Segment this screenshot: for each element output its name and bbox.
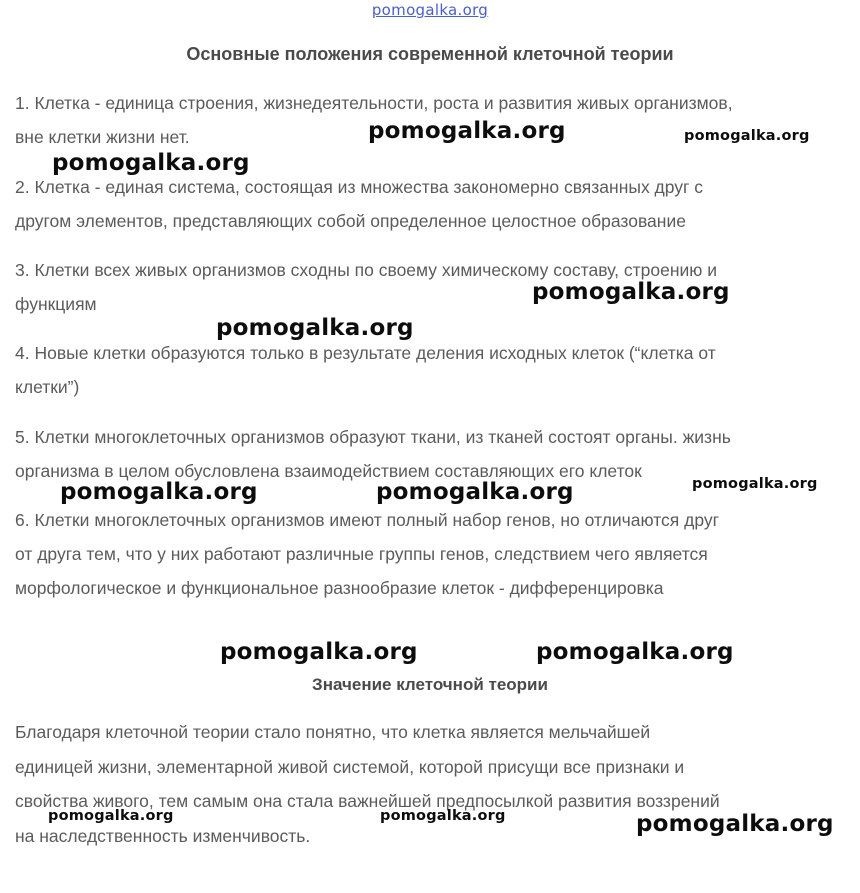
text-line: 3. Клетки всех живых организмов сходны по своему химическому составу, строению и: [15, 260, 718, 280]
text-line: 4. Новые клетки образуются только в результате деления исходных клеток (“клетка от: [15, 343, 716, 363]
theory-point-3: [15, 253, 860, 321]
text-line: 1. Клетка - единица строения, жизнедеятельности, роста и развития живых организмов,: [15, 93, 733, 113]
text-line: единицей жизни, элементарной живой системой, которой присущи все признаки и: [15, 756, 685, 777]
watermark: pomogalka.org: [220, 639, 418, 665]
watermark: pomogalka.org: [48, 808, 174, 824]
watermark: pomogalka.org: [60, 479, 258, 505]
theory-point-6: [15, 503, 860, 605]
text-line: 6. Клетки многоклеточных организмов имеют полный набор генов, но отличаются друг: [15, 510, 719, 530]
watermark: pomogalka.org: [216, 315, 414, 341]
text-line: Благодаря клеточной теории стало понятно, что клетка является мельчайшей: [15, 722, 651, 742]
text-line: клетки”): [15, 377, 80, 397]
theory-point-2: [15, 170, 860, 238]
watermark: pomogalka.org: [536, 639, 734, 665]
text-line: функциям: [15, 294, 97, 314]
site-link[interactable]: pomogalka.org: [371, 1, 489, 19]
watermark: pomogalka.org: [380, 808, 506, 824]
text-line: 5. Клетки многоклеточных организмов образуют ткани, из тканей состоят органы. жизнь: [15, 427, 731, 447]
watermark: pomogalka.org: [52, 150, 250, 176]
text-line: морфологическое и функциональное разнообразие клеток - дифференцировка: [15, 578, 664, 598]
text-line: вне клетки жизни нет.: [15, 127, 190, 147]
text-line: другом элементов, представляющих собой определенное целостное образование: [15, 211, 686, 231]
watermark: pomogalka.org: [684, 128, 810, 144]
text-line: от друга тем, что у них работают различные группы генов, следствием чего является: [15, 544, 708, 564]
watermark: pomogalka.org: [376, 479, 574, 505]
text-line: свойства живого, тем самым она стала важнейшей предпосылкой развития воззрений: [15, 791, 720, 811]
watermark: pomogalka.org: [636, 811, 834, 837]
watermark: pomogalka.org: [692, 476, 818, 492]
watermark: pomogalka.org: [368, 118, 566, 144]
text-line: на наследственность изменчивость.: [15, 825, 311, 846]
text-line: 2. Клетка - единая система, состоящая из множества закономерно связанных друг с: [15, 177, 704, 197]
theory-point-4: [15, 336, 860, 404]
section-title-main: Основные положения современной клеточной теории: [186, 44, 674, 64]
section-title-significance: Значение клеточной теории: [312, 675, 548, 694]
text-line: организма в целом обусловлена взаимодействием составляющих его клеток: [15, 461, 642, 481]
watermark: pomogalka.org: [532, 279, 730, 305]
